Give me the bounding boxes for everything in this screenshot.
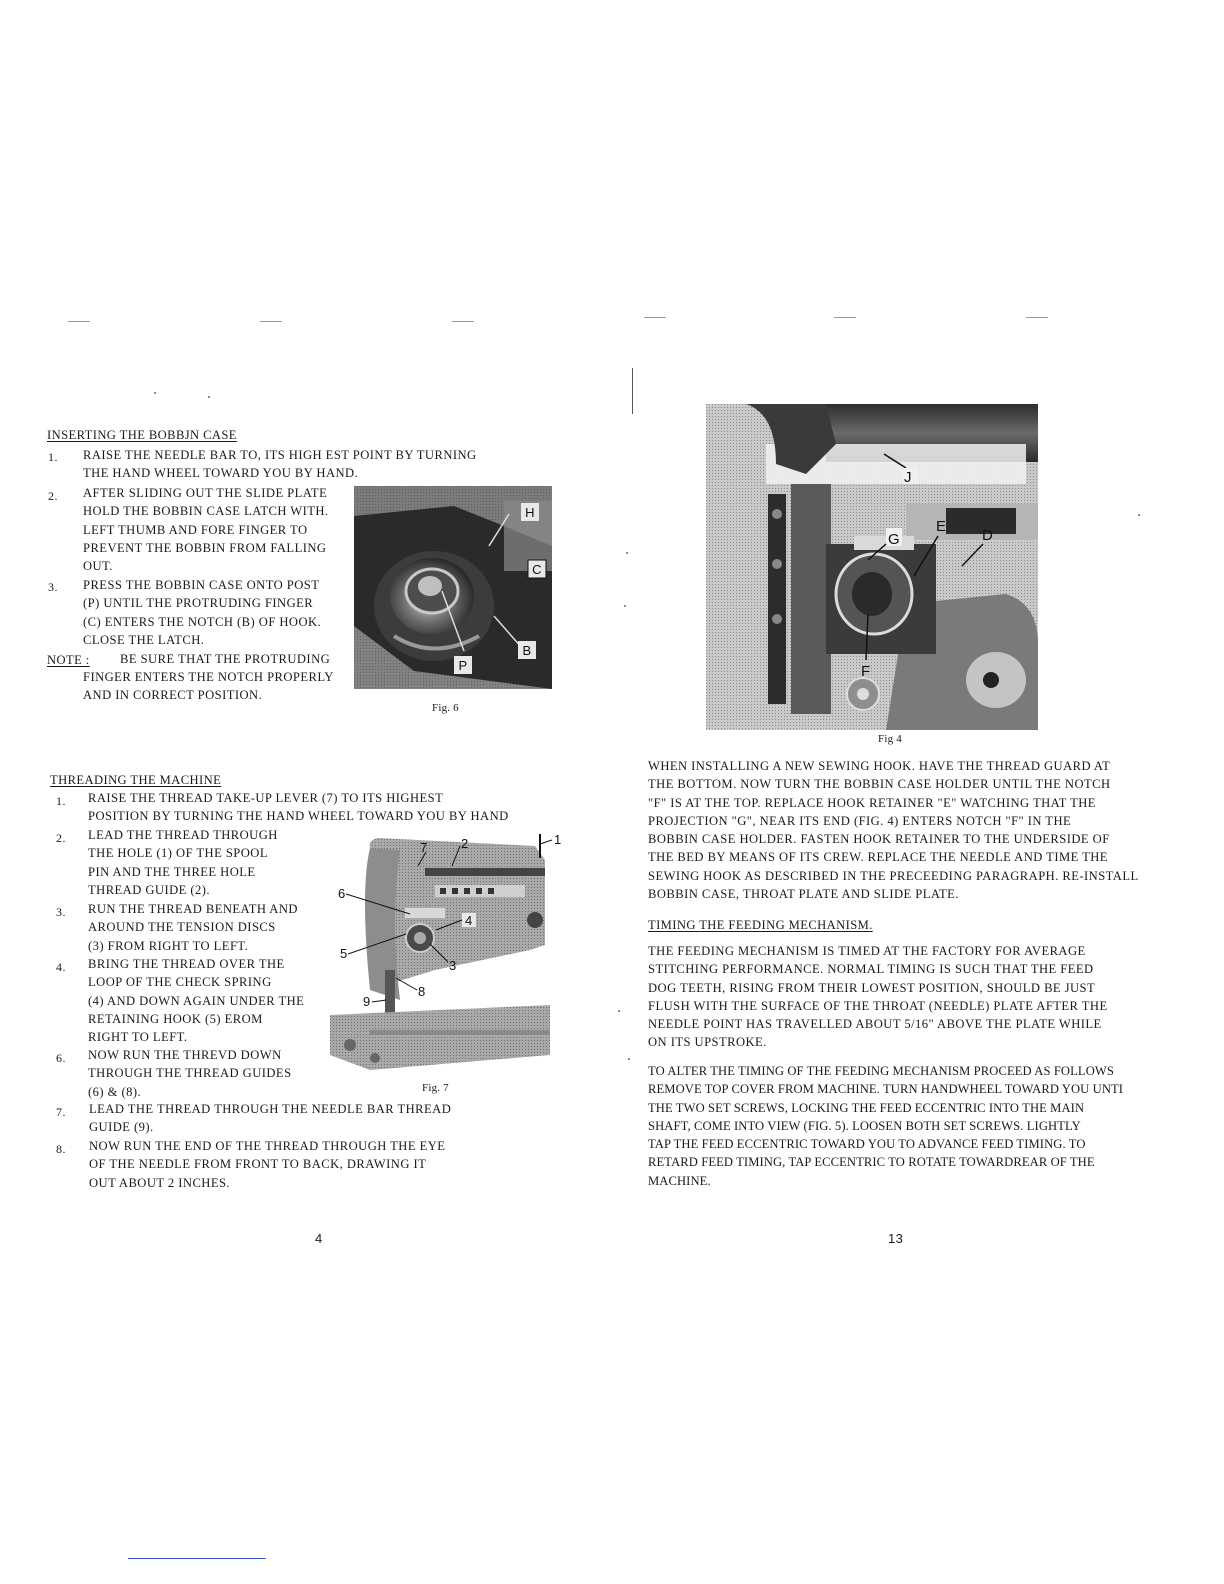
figure-sewing-hook-photo [706,404,1038,730]
step-text: BRING THE THREAD OVER THE LOOP OF THE CHECK SPRING (4) AND DOWN AGAIN UNDER THE RETAINING HOOK (5) EROM RIGHT TO LEFT. [88,957,305,1045]
fig7-label: 3 [449,958,457,973]
figure-threading-diagram [330,830,570,1080]
step-number: 7. [56,1105,66,1119]
note-label: NOTE : [47,653,90,667]
scan-speck [618,1010,620,1012]
step-text: RAISE THE NEEDLE BAR TO, ITS HIGH EST POINT BY TURNING THE HAND WHEEL TOWARD YOU BY HAND. [83,448,477,481]
step-text: RUN THE THREAD BENEATH AND AROUND THE TENSION DISCS (3) FROM RIGHT TO LEFT. [88,902,298,953]
step-text: LEAD THE THREAD THROUGH THE NEEDLE BAR THREAD GUIDE (9). [89,1102,452,1135]
paragraph-alter-timing: TO ALTER THE TIMING OF THE FEEDING MECHANISM PROCEED AS FOLLOWS REMOVE TOP COVER FROM MACHINE. TURN HANDWHEEL TOWARD YOU UNTI THE TWO SET SCREWS, LOCKING THE FEED ECCENTRIC INTO THE MAIN SHAFT, COME INTO VIEW (FIG. 5). LOOSEN BOTH SET SCREWS. LIGHTLY TAP THE FEED ECCENTRIC TOWARD YOU TO ADVANCE FEED TIMING. TO RETARD FEED TIMING, TAP ECCENTRIC TO ROTATE TOWARDREAR OF THE MACHINE. [648,1064,1124,1188]
fig7-label: 6 [338,886,346,901]
paragraph-feeding-timing: THE FEEDING MECHANISM IS TIMED AT THE FACTORY FOR AVERAGE STITCHING PERFORMANCE. NORMAL TIMING IS SUCH THAT THE FEED DOG TEETH, RISING FROM THEIR LOWEST POSITION, SHOULD BE JUST FLUSH WITH THE SURFACE OF THE THROAT (NEEDLE) PLATE AFTER THE NEEDLE POINT HAS TRAVELLED ABOUT 5/16" ABOVE THE PLATE WHILE ON ITS UPSTROKE. [648,944,1108,1050]
fig4-label: J [904,469,912,486]
fig4-label: D [982,527,994,544]
scan-dash [260,321,282,322]
note-text: FINGER ENTERS THE NOTCH PROPERLY AND IN CORRECT POSITION. [83,670,334,703]
figure-bobbin-case-photo [354,486,552,689]
scan-speck [1138,514,1140,516]
fig6-label: P [458,658,468,673]
step-number: 1. [56,794,66,808]
step-number: 8. [56,1142,66,1156]
step-text: RAISE THE THREAD TAKE-UP LEVER (7) TO ITS HIGHEST POSITION BY TURNING THE HAND WHEEL TOWARD YOU BY HAND [88,791,509,824]
figure-caption: Fig. 6 [432,702,459,714]
page-number: 13 [888,1231,904,1246]
step-text: NOW RUN THE END OF THE THREAD THROUGH THE EYE OF THE NEEDLE FROM FRONT TO BACK, DRAWING IT OUT ABOUT 2 INCHES. [89,1139,446,1190]
scan-mark [632,368,633,414]
section-heading-timing: TIMING THE FEEDING MECHANISM. [648,918,873,932]
scan-blue-rule [128,1558,266,1559]
step-text: LEAD THE THREAD THROUGH THE HOLE (1) OF THE SPOOL PIN AND THE THREE HOLE THREAD GUIDE (2). [88,828,278,897]
fig7-label: 5 [340,946,348,961]
paragraph-sewing-hook: WHEN INSTALLING A NEW SEWING HOOK. HAVE THE THREAD GUARD AT THE BOTTOM. NOW TURN THE BOBBIN CASE HOLDER UNTIL THE NOTCH "F" IS AT THE TOP. REPLACE HOOK RETAINER "E" WATCHING THAT THE PROJECTION "G", NEAR ITS END (FIG. 4) ENTERS NOTCH "F" IN THE BOBBIN CASE HOLDER. FASTEN HOOK RETAINER TO THE UNDERSIDE OF THE BED BY MEANS OF ITS CREW. REPLACE THE NEEDLE AND TIME THE SEWING HOOK AS DESCRIBED IN THE PRECEEDING PARAGRAPH. RE-INSTALL BOBBIN CASE, THROAT PLATE AND SLIDE PLATE. [648,759,1139,902]
section-heading-bobbin: INSERTING THE BOBBJN CASE [47,428,237,442]
step-text: AFTER SLIDING OUT THE SLIDE PLATE HOLD THE BOBBIN CASE LATCH WITH. LEFT THUMB AND FORE FINGER TO PREVENT THE BOBBIN FROM FALLING OUT. [83,486,329,574]
fig7-label: 7 [420,840,428,855]
fig7-label: 9 [363,994,371,1009]
note-text: BE SURE THAT THE PROTRUDING [120,652,331,666]
fig7-label: 8 [418,984,426,999]
step-text: NOW RUN THE THREVD DOWN THROUGH THE THREAD GUIDES (6) & (8). [88,1048,292,1099]
fig7-label: 1 [554,832,562,847]
sewing-hook-photo [706,404,1038,730]
step-number: 2. [56,831,66,845]
step-number: 1. [48,450,58,464]
fig6-label: H [525,505,535,520]
fig6-label: B [522,643,532,658]
step-text: PRESS THE BOBBIN CASE ONTO POST (P) UNTIL THE PROTRUDING FINGER (C) ENTERS THE NOTCH (B) OF HOOK. CLOSE THE LATCH. [83,578,322,647]
fig4-label: F [861,663,871,680]
section-heading-threading: THREADING THE MACHINE [50,773,222,787]
step-number: 3. [48,580,58,594]
fig6-label: C [532,562,542,577]
scan-speck [626,552,628,554]
scan-speck [628,1058,630,1060]
step-number: 6. [56,1051,66,1065]
step-number: 2. [48,489,58,503]
scan-dash [68,321,90,322]
step-number: 4. [56,960,66,974]
figure-caption: Fig 4 [878,733,902,745]
scan-dash [452,321,474,322]
scan-dash [1026,317,1048,318]
bobbin-case-photo [354,486,552,689]
step-number: 3. [56,905,66,919]
fig4-label: G [888,531,901,548]
scan-speck [154,392,156,394]
scan-dash [644,317,666,318]
sewing-machine-head-photo [330,830,570,1080]
scan-speck [624,605,626,607]
fig4-label: E [936,518,947,535]
scan-speck [208,396,210,398]
fig7-label: 4 [465,913,473,928]
scan-dash [834,317,856,318]
figure-caption: Fig. 7 [422,1082,449,1094]
page-number: 4 [315,1231,323,1246]
fig7-label: 2 [461,836,469,851]
right-page [612,0,1224,1584]
